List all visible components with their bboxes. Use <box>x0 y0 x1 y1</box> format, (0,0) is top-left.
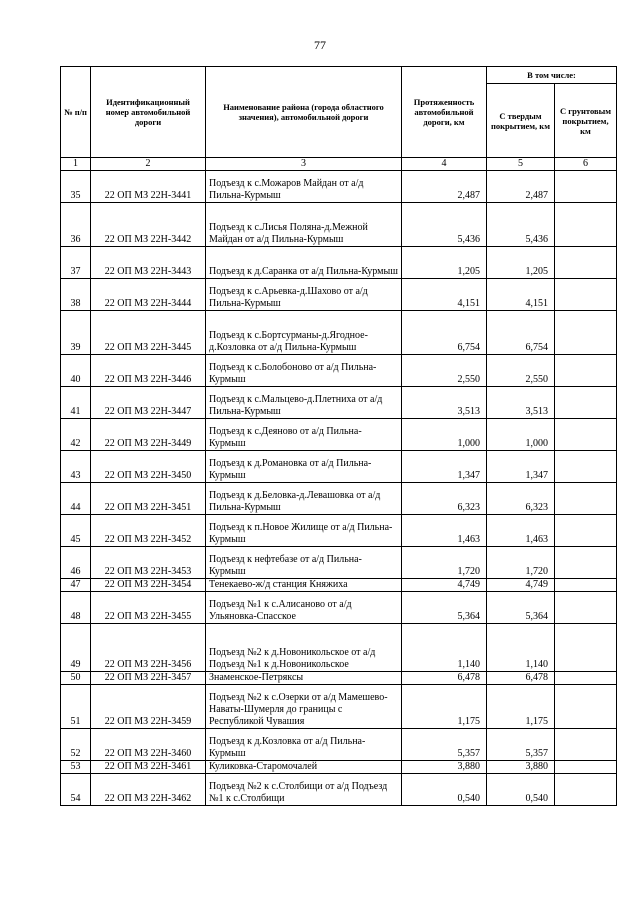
row-number: 54 <box>61 774 91 806</box>
column-number: 4 <box>402 158 487 171</box>
total-length: 3,880 <box>402 761 487 774</box>
table-row <box>61 761 617 774</box>
road-id: 22 ОП МЗ 22Н-3453 <box>91 547 206 579</box>
total-length: 5,357 <box>402 729 487 761</box>
hard-surface-length: 1,463 <box>487 515 555 547</box>
soil-surface-length <box>555 579 617 592</box>
total-length: 0,540 <box>402 774 487 806</box>
road-id: 22 ОП МЗ 22Н-3449 <box>91 419 206 451</box>
total-length: 5,436 <box>402 203 487 247</box>
table-row <box>61 419 617 451</box>
table-row <box>61 451 617 483</box>
road-name: Подъезд к с.Можаров Майдан от а/д Пильна-Курмыш <box>206 171 402 203</box>
table-row <box>61 547 617 579</box>
road-id: 22 ОП МЗ 22Н-3447 <box>91 387 206 419</box>
hard-surface-length: 1,175 <box>487 685 555 729</box>
road-id: 22 ОП МЗ 22Н-3454 <box>91 579 206 592</box>
soil-surface-length <box>555 419 617 451</box>
row-number: 43 <box>61 451 91 483</box>
soil-surface-length <box>555 515 617 547</box>
hard-surface-length: 2,487 <box>487 171 555 203</box>
row-number: 42 <box>61 419 91 451</box>
total-length: 1,720 <box>402 547 487 579</box>
hard-surface-length: 3,513 <box>487 387 555 419</box>
hard-surface-length: 0,540 <box>487 774 555 806</box>
table-row <box>61 279 617 311</box>
row-number: 52 <box>61 729 91 761</box>
soil-surface-length <box>555 311 617 355</box>
total-length: 3,513 <box>402 387 487 419</box>
soil-surface-length <box>555 203 617 247</box>
soil-surface-length <box>555 672 617 685</box>
row-number: 48 <box>61 592 91 624</box>
road-id: 22 ОП МЗ 22Н-3456 <box>91 624 206 672</box>
road-name: Знаменское-Петряксы <box>206 672 402 685</box>
road-name: Подъезд к с.Мальцево-д.Плетниха от а/д Пильна-Курмыш <box>206 387 402 419</box>
column-number: 6 <box>555 158 617 171</box>
hard-surface-length: 5,364 <box>487 592 555 624</box>
hard-surface-length: 5,436 <box>487 203 555 247</box>
table-row <box>61 685 617 729</box>
table-header <box>61 67 617 171</box>
header-id: Идентификационный номер автомобильной дороги <box>91 67 206 158</box>
column-number: 5 <box>487 158 555 171</box>
table-row <box>61 515 617 547</box>
row-number: 46 <box>61 547 91 579</box>
road-id: 22 ОП МЗ 22Н-3450 <box>91 451 206 483</box>
table-row <box>61 311 617 355</box>
hard-surface-length: 6,478 <box>487 672 555 685</box>
hard-surface-length: 1,720 <box>487 547 555 579</box>
header-group: В том числе: <box>487 67 617 84</box>
column-number: 3 <box>206 158 402 171</box>
road-id: 22 ОП МЗ 22Н-3445 <box>91 311 206 355</box>
road-id: 22 ОП МЗ 22Н-3451 <box>91 483 206 515</box>
total-length: 1,000 <box>402 419 487 451</box>
header-hard-surface: С твердым покрытием, км <box>487 84 555 158</box>
soil-surface-length <box>555 624 617 672</box>
road-name: Подъезд к с.Арьевка-д.Шахово от а/д Пильна-Курмыш <box>206 279 402 311</box>
hard-surface-length: 4,749 <box>487 579 555 592</box>
header-number: № п/п <box>61 67 91 158</box>
hard-surface-length: 5,357 <box>487 729 555 761</box>
table-row <box>61 774 617 806</box>
road-name: Подъезд №2 к с.Столбищи от а/д Подъезд №1 к с.Столбищи <box>206 774 402 806</box>
page-number: 77 <box>314 38 326 52</box>
hard-surface-length: 4,151 <box>487 279 555 311</box>
road-name: Подъезд к д.Козловка от а/д Пильна-Курмыш <box>206 729 402 761</box>
road-name: Подъезд к с.Бортсурманы-д.Ягодное-д.Козловка от а/д Пильна-Курмыш <box>206 311 402 355</box>
table-row <box>61 355 617 387</box>
total-length: 1,347 <box>402 451 487 483</box>
road-id: 22 ОП МЗ 22Н-3443 <box>91 247 206 279</box>
hard-surface-length: 6,754 <box>487 311 555 355</box>
row-number: 37 <box>61 247 91 279</box>
soil-surface-length <box>555 592 617 624</box>
row-number: 39 <box>61 311 91 355</box>
table-row <box>61 247 617 279</box>
hard-surface-length: 1,140 <box>487 624 555 672</box>
road-name: Подъезд №2 к д.Новоникольское от а/д Подъезд №1 к д.Новоникольское <box>206 624 402 672</box>
soil-surface-length <box>555 451 617 483</box>
column-numbers-row <box>61 158 617 171</box>
road-id: 22 ОП МЗ 22Н-3459 <box>91 685 206 729</box>
road-id: 22 ОП МЗ 22Н-3461 <box>91 761 206 774</box>
table-row <box>61 203 617 247</box>
row-number: 50 <box>61 672 91 685</box>
soil-surface-length <box>555 387 617 419</box>
road-id: 22 ОП МЗ 22Н-3444 <box>91 279 206 311</box>
road-name: Подъезд к п.Новое Жилище от а/д Пильна-Курмыш <box>206 515 402 547</box>
table-row <box>61 592 617 624</box>
soil-surface-length <box>555 355 617 387</box>
header-name: Наименование района (города областного значения), автомобильной дороги <box>206 67 402 158</box>
total-length: 6,323 <box>402 483 487 515</box>
total-length: 2,550 <box>402 355 487 387</box>
road-id: 22 ОП МЗ 22Н-3441 <box>91 171 206 203</box>
soil-surface-length <box>555 729 617 761</box>
road-name: Подъезд к с.Деяново от а/д Пильна-Курмыш <box>206 419 402 451</box>
table-row <box>61 387 617 419</box>
column-number: 1 <box>61 158 91 171</box>
row-number: 40 <box>61 355 91 387</box>
road-name: Подъезд к д.Саранка от а/д Пильна-Курмыш <box>206 247 402 279</box>
table-row <box>61 579 617 592</box>
total-length: 6,754 <box>402 311 487 355</box>
total-length: 1,140 <box>402 624 487 672</box>
total-length: 5,364 <box>402 592 487 624</box>
road-id: 22 ОП МЗ 22Н-3462 <box>91 774 206 806</box>
header-length: Протяженность автомобильной дороги, км <box>402 67 487 158</box>
road-id: 22 ОП МЗ 22Н-3455 <box>91 592 206 624</box>
row-number: 44 <box>61 483 91 515</box>
road-id: 22 ОП МЗ 22Н-3460 <box>91 729 206 761</box>
soil-surface-length <box>555 279 617 311</box>
total-length: 1,175 <box>402 685 487 729</box>
hard-surface-length: 3,880 <box>487 761 555 774</box>
total-length: 4,151 <box>402 279 487 311</box>
soil-surface-length <box>555 774 617 806</box>
table-row <box>61 624 617 672</box>
total-length: 1,205 <box>402 247 487 279</box>
road-id: 22 ОП МЗ 22Н-3446 <box>91 355 206 387</box>
header-soil-surface: С грунтовым покрытием, км <box>555 84 617 158</box>
road-name: Подъезд №1 к с.Алисаново от а/д Ульяновка-Спасское <box>206 592 402 624</box>
total-length: 2,487 <box>402 171 487 203</box>
total-length: 1,463 <box>402 515 487 547</box>
road-name: Подъезд к д.Романовка от а/д Пильна-Курмыш <box>206 451 402 483</box>
row-number: 49 <box>61 624 91 672</box>
row-number: 41 <box>61 387 91 419</box>
soil-surface-length <box>555 171 617 203</box>
total-length: 6,478 <box>402 672 487 685</box>
soil-surface-length <box>555 547 617 579</box>
road-name: Подъезд к с.Болобоново от а/д Пильна-Курмыш <box>206 355 402 387</box>
hard-surface-length: 1,347 <box>487 451 555 483</box>
hard-surface-length: 1,205 <box>487 247 555 279</box>
hard-surface-length: 6,323 <box>487 483 555 515</box>
row-number: 38 <box>61 279 91 311</box>
table-row <box>61 483 617 515</box>
row-number: 53 <box>61 761 91 774</box>
soil-surface-length <box>555 247 617 279</box>
soil-surface-length <box>555 483 617 515</box>
row-number: 51 <box>61 685 91 729</box>
soil-surface-length <box>555 761 617 774</box>
road-name: Подъезд к нефтебазе от а/д Пильна-Курмыш <box>206 547 402 579</box>
road-id: 22 ОП МЗ 22Н-3442 <box>91 203 206 247</box>
road-name: Куликовка-Старомочалей <box>206 761 402 774</box>
road-name: Тенекаево-ж/д станция Княжиха <box>206 579 402 592</box>
row-number: 47 <box>61 579 91 592</box>
row-number: 36 <box>61 203 91 247</box>
row-number: 35 <box>61 171 91 203</box>
soil-surface-length <box>555 685 617 729</box>
row-number: 45 <box>61 515 91 547</box>
road-id: 22 ОП МЗ 22Н-3452 <box>91 515 206 547</box>
road-name: Подъезд к д.Беловка-д.Левашовка от а/д Пильна-Курмыш <box>206 483 402 515</box>
table-body <box>61 171 617 806</box>
hard-surface-length: 1,000 <box>487 419 555 451</box>
table-row <box>61 672 617 685</box>
table-row <box>61 171 617 203</box>
road-name: Подъезд к с.Лисья Поляна-д.Межной Майдан от а/д Пильна-Курмыш <box>206 203 402 247</box>
total-length: 4,749 <box>402 579 487 592</box>
column-number: 2 <box>91 158 206 171</box>
road-id: 22 ОП МЗ 22Н-3457 <box>91 672 206 685</box>
roads-table <box>60 66 617 806</box>
road-name: Подъезд №2 к с.Озерки от а/д Мамешево-Наваты-Шумерля до границы с Республикой Чувашия <box>206 685 402 729</box>
table-row <box>61 729 617 761</box>
hard-surface-length: 2,550 <box>487 355 555 387</box>
